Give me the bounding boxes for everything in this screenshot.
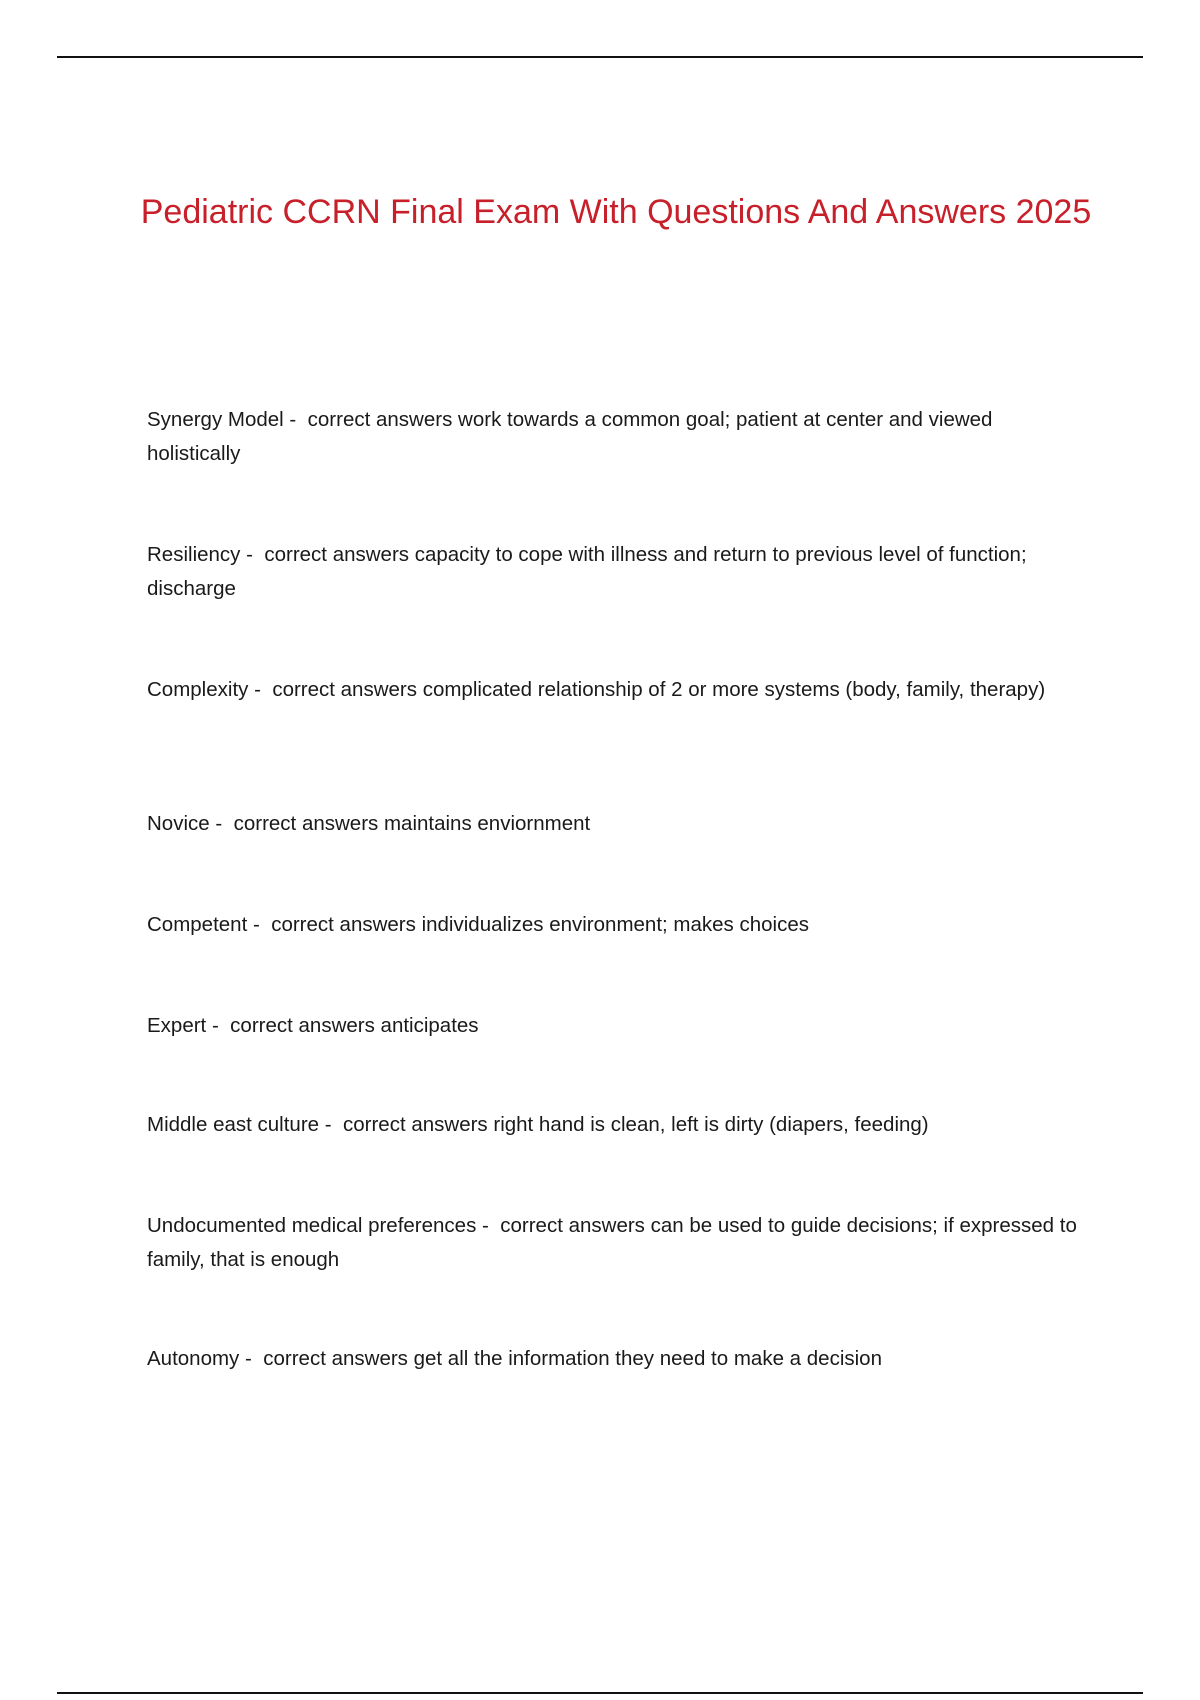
qa-entry (147, 538, 1077, 606)
qa-separator: - (240, 543, 265, 566)
qa-separator: - (319, 1113, 343, 1136)
qa-entry (147, 908, 1077, 942)
qa-entry (147, 1108, 1077, 1142)
qa-term: Novice (147, 812, 210, 835)
qa-term: Synergy Model (147, 408, 284, 431)
qa-term: Expert (147, 1014, 207, 1037)
qa-answer: correct answers can be used to guide decisions; if expressed to family, that is enough (147, 1214, 1077, 1271)
bottom-rule (57, 1692, 1143, 1694)
qa-separator: - (209, 812, 234, 835)
qa-answer: correct answers right hand is clean, left is dirty (diapers, feeding) (342, 1113, 929, 1136)
qa-separator: - (476, 1214, 501, 1237)
qa-separator: - (283, 408, 308, 431)
qa-answer: correct answers capacity to cope with illness and return to previous level of function; discharge (147, 543, 1027, 600)
qa-answer: correct answers get all the information they need to make a decision (263, 1347, 882, 1370)
qa-answer: correct answers complicated relationship of 2 or more systems (body, family, therapy) (272, 678, 1046, 701)
qa-answer: correct answers work towards a common goal; patient at center and viewed holistically (147, 408, 993, 465)
qa-term: Autonomy (147, 1347, 240, 1370)
qa-entry (147, 673, 1077, 707)
top-rule (57, 56, 1143, 58)
qa-term: Resiliency (147, 543, 241, 566)
qa-entry (147, 1342, 1077, 1376)
qa-entry (147, 807, 1077, 841)
qa-separator: - (248, 678, 273, 701)
qa-separator: - (206, 1014, 231, 1037)
qa-answer: correct answers maintains enviornment (233, 812, 591, 835)
qa-term: Competent (147, 913, 248, 936)
qa-entry (147, 403, 1077, 471)
qa-entry (147, 1009, 1077, 1043)
qa-separator: - (239, 1347, 264, 1370)
qa-separator: - (247, 913, 272, 936)
qa-answer: correct answers individualizes environment; makes choices (271, 913, 809, 936)
qa-term: Undocumented medical preferences (147, 1214, 477, 1237)
qa-answer: correct answers anticipates (230, 1014, 479, 1037)
document-title: Pediatric CCRN Final Exam With Questions And Answers 2025 (140, 193, 1092, 231)
qa-entry (147, 1209, 1077, 1277)
qa-term: Middle east culture (147, 1113, 320, 1136)
qa-term: Complexity (147, 678, 249, 701)
